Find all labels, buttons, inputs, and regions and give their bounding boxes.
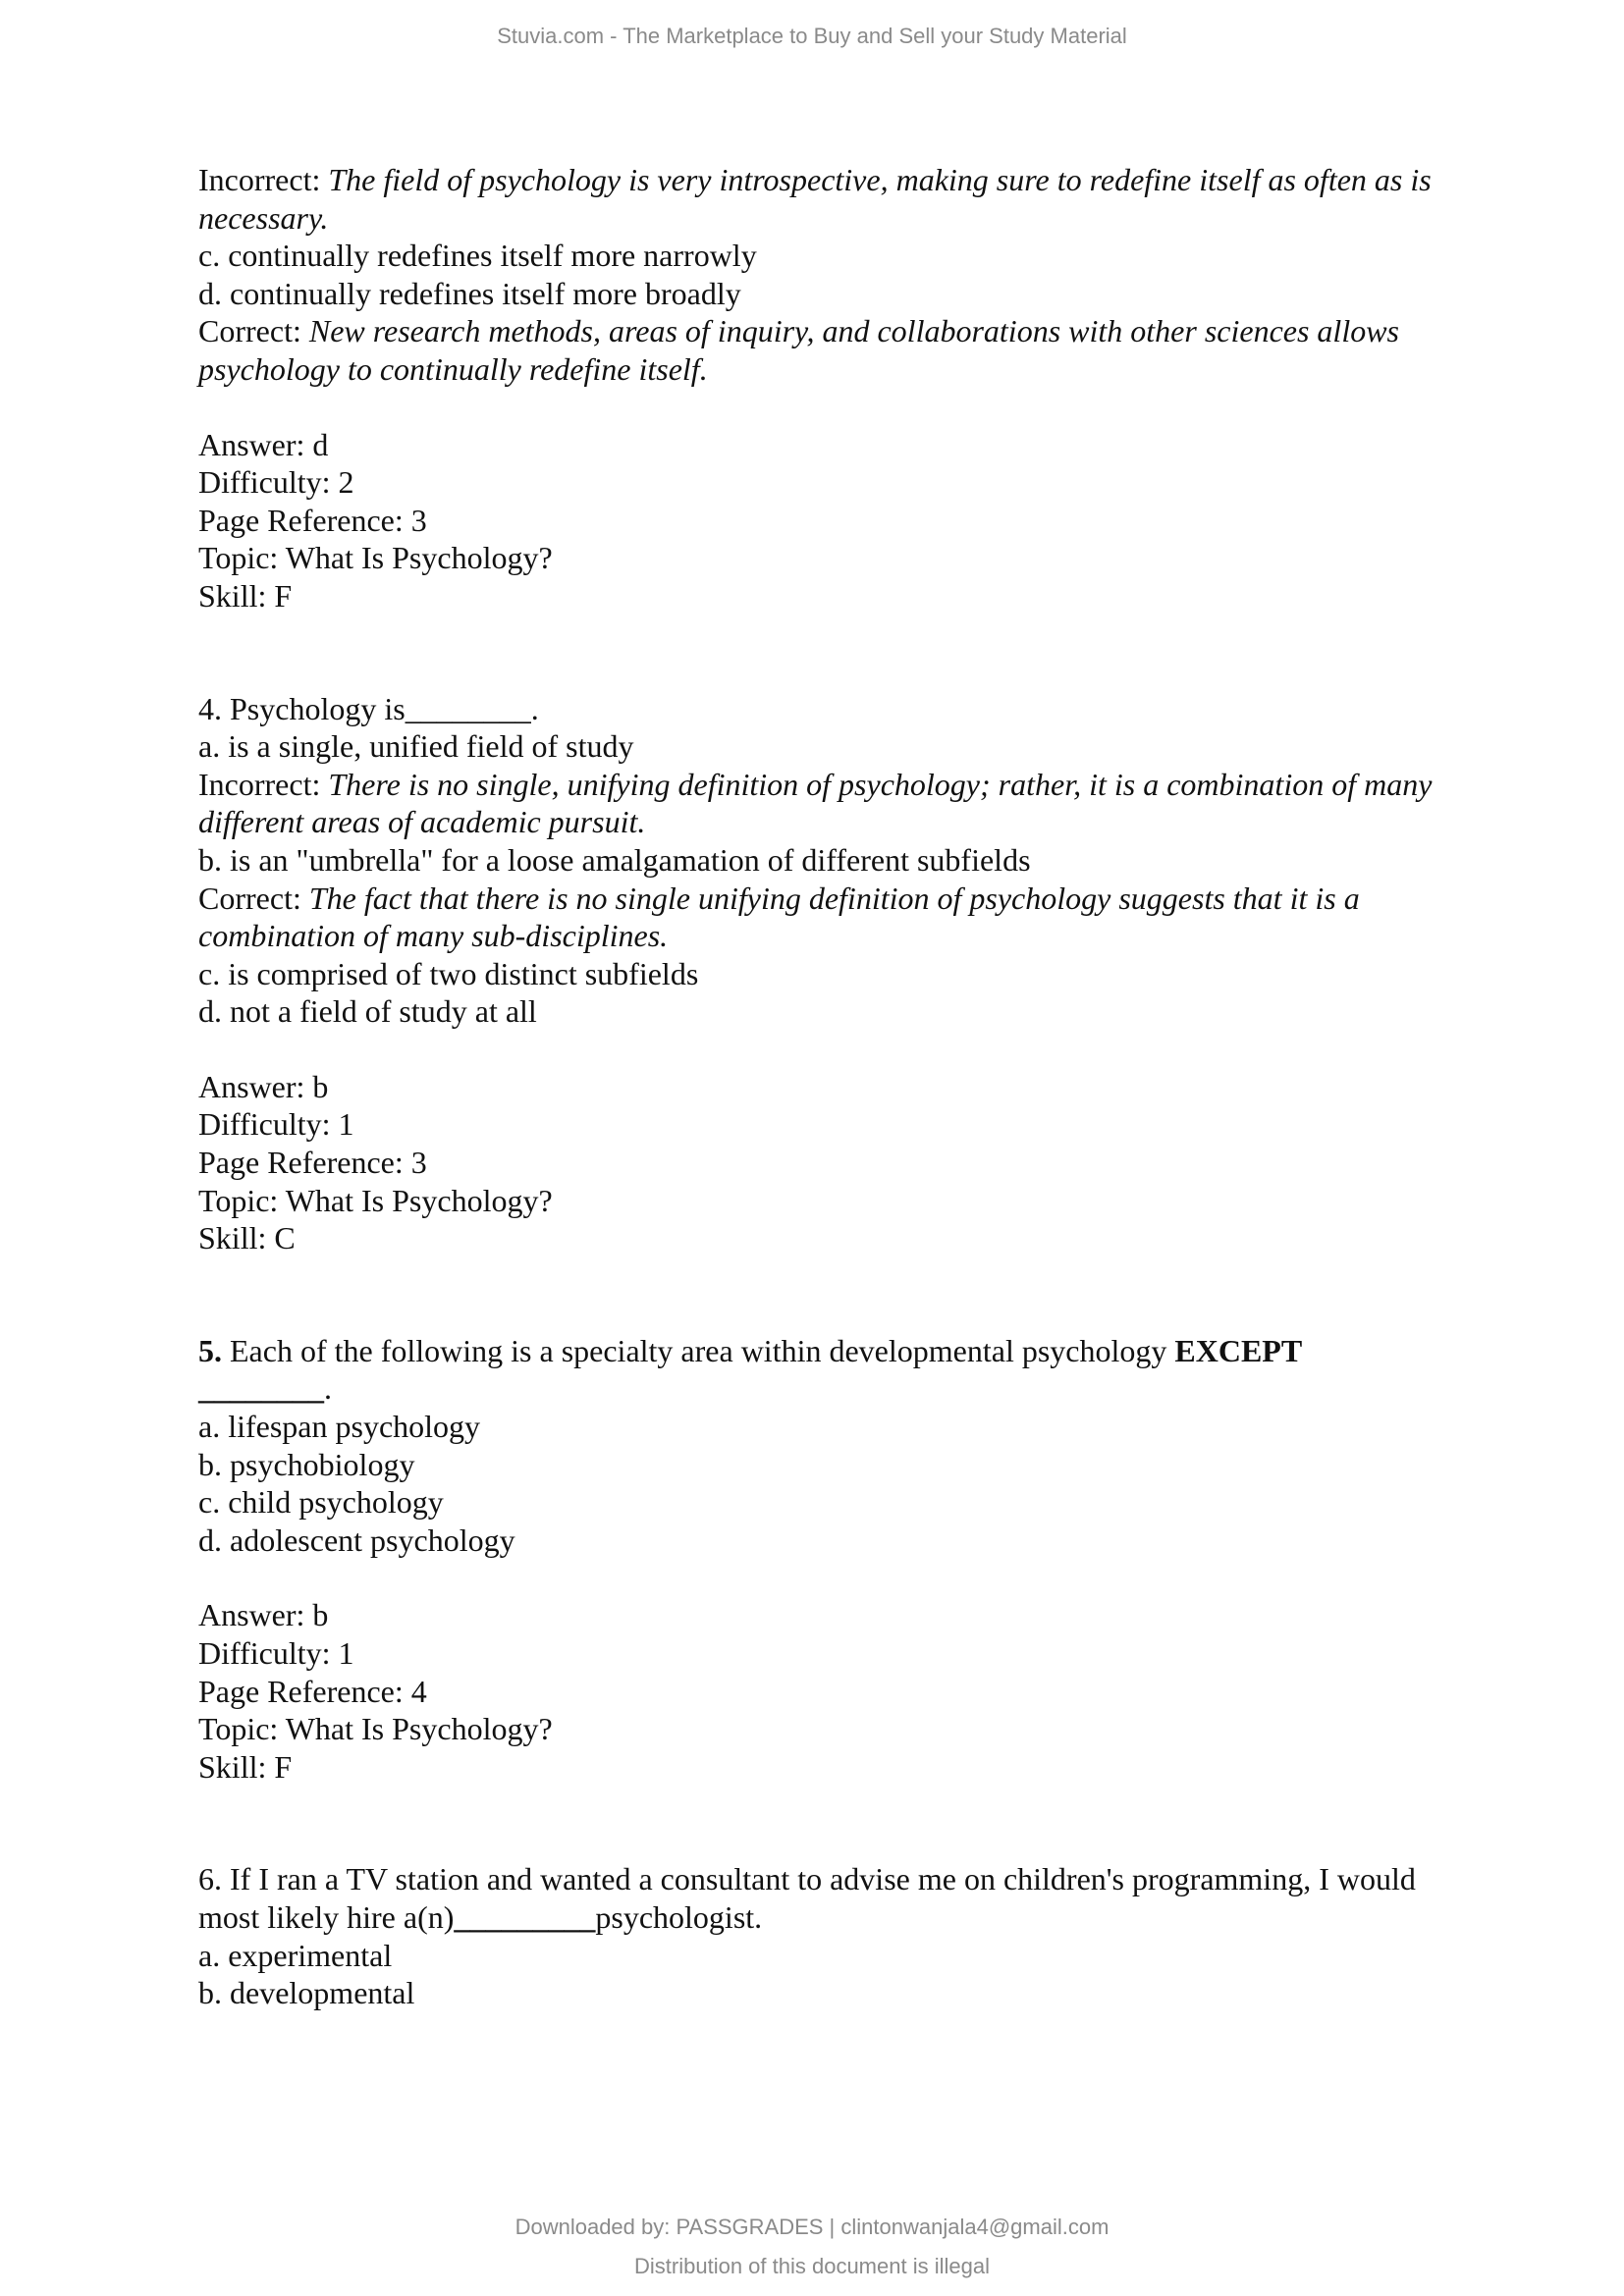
q4-option-a: a. is a single, unified field of study (198, 728, 634, 765)
q4-difficulty: Difficulty: 1 (198, 1106, 354, 1143)
q5-option-b: b. psychobiology (198, 1446, 415, 1482)
q3-topic: Topic: What Is Psychology? (198, 540, 553, 576)
q5-option-c: c. child psychology (198, 1484, 444, 1521)
q4-stem: 4. Psychology is________. (198, 690, 539, 726)
q3-difficulty: Difficulty: 2 (198, 464, 354, 501)
q5-blank-line: ________. (198, 1370, 332, 1407)
q4-option-c: c. is comprised of two distinct subfields (198, 955, 699, 991)
q4-answer: Answer: b (198, 1068, 329, 1104)
q5-number: 5. (198, 1332, 222, 1368)
q5-except: EXCEPT (1174, 1332, 1303, 1368)
footer-downloaded-by: Downloaded by: PASSGRADES | clintonwanjala4@gmail.com (514, 2215, 1110, 2239)
page-header: Stuvia.com - The Marketplace to Buy and Sell your Study Material (497, 24, 1127, 48)
q3-correct-feedback: Correct: New research methods, areas of inquiry, and collaborations with other sciences allows psychology to continually redefine itself. (198, 313, 1399, 387)
q5-blank: ________ (198, 1370, 324, 1407)
q3-incorrect-text: The field of psychology is very introspective, making sure to redefine itself as often as is necessary. (198, 162, 1432, 236)
q3-incorrect-feedback: Incorrect: The field of psychology is very introspective, making sure to redefine itself as often as is necessary. (198, 162, 1432, 236)
q5-skill: Skill: F (198, 1748, 293, 1785)
q5-stem: 5. Each of the following is a specialty area within developmental psychology EXCEPT (198, 1332, 1303, 1368)
q6-option-a: a. experimental (198, 1937, 393, 1973)
q4-skill: Skill: C (198, 1220, 296, 1256)
q5-difficulty: Difficulty: 1 (198, 1635, 354, 1671)
q4-correct-text: The fact that there is no single unifying definition of psychology suggests that it is a combination of many sub-disciplines. (198, 880, 1360, 954)
q5-page-reference: Page Reference: 4 (198, 1673, 427, 1709)
q5-option-d: d. adolescent psychology (198, 1522, 515, 1558)
q4-correct-feedback: Correct: The fact that there is no single unifying definition of psychology suggests that it is a combination of many sub-disciplines. (198, 880, 1360, 954)
document-body (198, 161, 1475, 2012)
q5-option-a: a. lifespan psychology (198, 1409, 481, 1445)
q5-answer: Answer: b (198, 1597, 329, 1633)
q4-option-d: d. not a field of study at all (198, 993, 537, 1030)
q4-option-b: b. is an "umbrella" for a loose amalgamation of different subfields (198, 841, 1031, 878)
q5-topic: Topic: What Is Psychology? (198, 1711, 553, 1747)
footer-distribution-notice: Distribution of this document is illegal (634, 2254, 990, 2278)
q3-page-reference: Page Reference: 3 (198, 502, 427, 538)
q6-option-b: b. developmental (198, 1975, 415, 2011)
q3-correct-text: New research methods, areas of inquiry, and collaborations with other sciences allows psychology to continually redefine itself. (198, 313, 1399, 387)
q4-incorrect-feedback: Incorrect: There is no single, unifying definition of psychology; rather, it is a combination of many different areas of academic pursuit. (198, 766, 1433, 840)
q6-stem: 6. If I ran a TV station and wanted a consultant to advise me on children's programming, I would most likely hire a(n)_________psychologist. (198, 1861, 1416, 1935)
q3-option-c: c. continually redefines itself more narrowly (198, 238, 757, 274)
q6-blank: _________ (454, 1898, 596, 1935)
q4-topic: Topic: What Is Psychology? (198, 1182, 553, 1218)
q3-answer: Answer: d (198, 426, 329, 462)
q4-incorrect-text: There is no single, unifying definition of psychology; rather, it is a combination of many different areas of academic pursuit. (198, 766, 1433, 840)
q3-skill: Skill: F (198, 577, 293, 614)
q4-page-reference: Page Reference: 3 (198, 1145, 427, 1181)
q3-option-d: d. continually redefines itself more broadly (198, 275, 741, 311)
